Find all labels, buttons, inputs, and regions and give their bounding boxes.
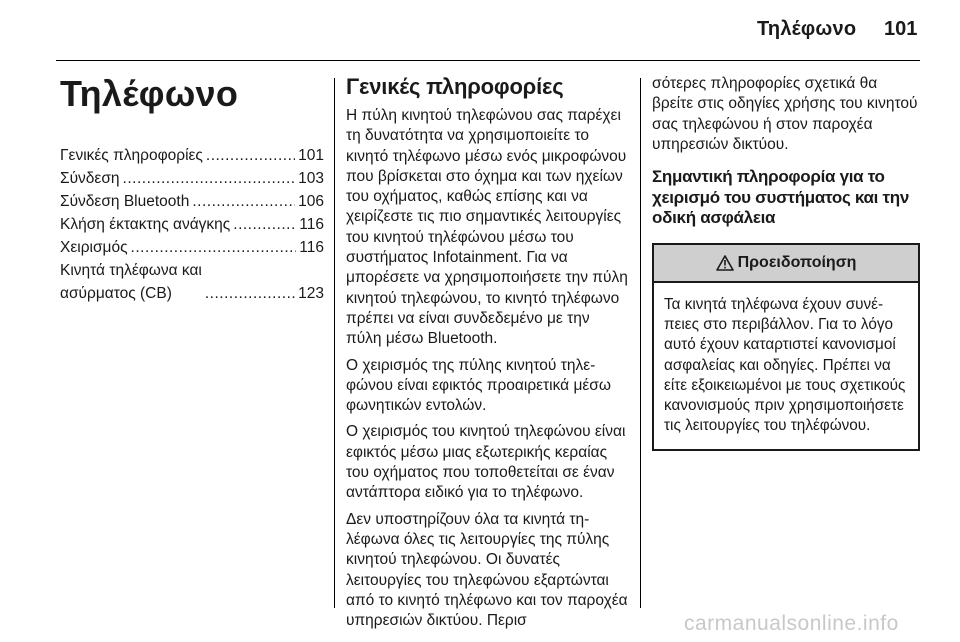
toc-entry-label: Κλήση έκτακτης ανάγκης xyxy=(60,216,231,233)
toc-entry[interactable] xyxy=(60,144,324,167)
page-number: 101 xyxy=(884,18,918,40)
general-info-column xyxy=(346,74,628,637)
header-divider xyxy=(56,60,920,61)
column-divider-left xyxy=(334,78,335,608)
warning-body xyxy=(654,283,918,449)
toc-entry[interactable] xyxy=(60,259,324,305)
body-paragraph: Η πύλη κινητού τηλεφώνου σας παρέχει τη δυνατότητα να χρησιμοποιείτε το κινητό τηλέφωνο μέσω ενός μικροφώνου που βρίσκεται στο όχημα και των ηχείων του οχήματος, καθώς επίσης και να χειρίζεστε τις πιο σημαντικές λειτουργίες του κινητού τηλέφώνου μέσω του συστήματος Infotainment. Για να μπορέσετε να χρησιμοποιήσετε την πύλη κινητού τηλεφώνου, το κινητό τηλέφωνο πρέπει να είναι συνδεδεμένο με την πύλη μέσω Bluetooth. xyxy=(346,107,628,348)
subsection-title-safety: Σημαντική πληροφορία για το χειρισμό του συστήματος και την οδική ασφάλεια xyxy=(652,167,910,228)
chapter-title: Τηλέφωνο xyxy=(60,73,239,114)
toc-entry[interactable] xyxy=(60,213,324,236)
warning-box xyxy=(652,243,920,451)
toc-column xyxy=(60,74,324,305)
toc-entry-label: Σύνδεση Bluetooth xyxy=(60,193,190,210)
watermark: carmanualsonline.info xyxy=(684,612,899,635)
body-paragraph: Δεν υποστηρίζουν όλα τα κινητά τηλέφωνα όλες τις λειτουργίες της πύλης κινητού τηλεφώνου. Οι δυνατές λειτουργίες του τηλεφώνου εξαρτώνται από το κινητό τηλέφωνο και τον παροχέα υπηρεσιών δικτύου. Περισ xyxy=(346,510,628,630)
continuation-paragraph: σότερες πληροφορίες σχετικά θα βρείτε στις οδηγίες χρήσης του κινητού σας τηλεφώνου ή στον παροχέα υπηρεσιών δικτύου. xyxy=(652,75,918,153)
section-title-general: Γενικές πληροφορίες xyxy=(346,74,564,99)
body-paragraph: Ο χειρισμός του κινητού τηλεφώνου είναι εφικτός μέσω μιας εξωτερικής κεραίας του οχήματος που τοποθετείται σε έναν αντάπτορα ειδικό για το τηλέφωνο. xyxy=(346,423,626,502)
toc-entry[interactable] xyxy=(60,236,324,259)
toc-entry-page: 116 xyxy=(299,239,324,256)
body-paragraph: Ο χειρισμός της πύλης κινητού τηλεφώνου είναι εφικτός προαιρετικά μέσω φωνητικών εντολών. xyxy=(346,356,611,415)
page-header xyxy=(0,0,960,60)
toc-entry[interactable] xyxy=(60,167,324,190)
toc-entry-page: 106 xyxy=(298,193,324,210)
toc-entry-label: Γενικές πληροφορίες xyxy=(60,147,203,164)
toc-leader-dots xyxy=(192,190,295,213)
warning-text: Τα κινητά τηλέφωνα έχουν συνέπειες στο περιβάλλον. Για το λόγο αυτό έχουν καταρτιστεί κανονισμοί ασφαλείας και οδηγίες. Πρέπει να είτε εξοικειωμένοι με τους σχετικούς κανονισμούς πριν χρησιμοποιήσετε τις λειτουργίες του τηλέφώνου. xyxy=(664,295,906,435)
warning-triangle-icon xyxy=(716,255,734,271)
toc-leader-dots xyxy=(206,144,295,167)
table-of-contents xyxy=(60,144,324,305)
toc-entry-page: 103 xyxy=(298,170,324,187)
warning-label: Προειδοποίηση xyxy=(737,253,857,271)
toc-entry-page: 101 xyxy=(298,147,324,164)
toc-entry[interactable] xyxy=(60,190,324,213)
safety-column xyxy=(652,74,920,451)
toc-entry-label: Σύνδεση xyxy=(60,170,120,187)
toc-entry-label: Χειρισμός xyxy=(60,239,128,256)
running-header-title: Τηλέφωνο xyxy=(757,18,857,40)
toc-entry-page: 123 xyxy=(298,285,324,302)
column-divider-right xyxy=(640,78,641,608)
toc-leader-dots xyxy=(233,213,296,236)
toc-leader-dots xyxy=(131,236,297,259)
toc-leader-dots xyxy=(123,167,296,190)
toc-entry-page: 116 xyxy=(299,216,324,233)
toc-leader-dots xyxy=(205,282,295,305)
toc-entry-label: Κινητά τηλέφωνα και ασύρματος (CB) xyxy=(60,262,202,302)
warning-header xyxy=(654,245,918,283)
